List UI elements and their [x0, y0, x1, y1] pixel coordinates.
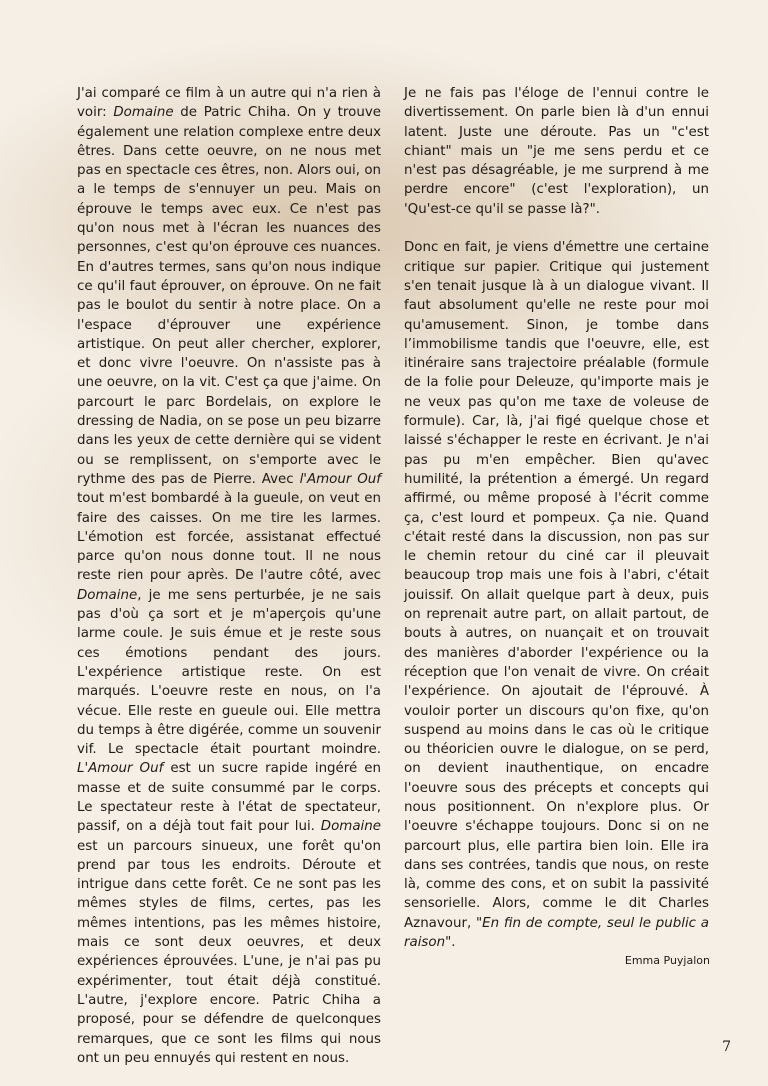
right-paragraph-2 [404, 238, 709, 952]
text-run: ". [445, 935, 456, 951]
film-title-domaine: Domaine [77, 587, 138, 603]
text-run: , je me sens perturbée, je ne sais pas d'où ça sort et je m'aperçois qu'une larme coule. Je suis émue et je reste sous ces émotions pendant des jours. L'expérience artistique reste. On est marqués. L'oeuvre reste en nous, on l'a vécue. Elle reste en gueule oui. Elle mettra du temps à être digérée, comme un souvenir vif. Le spectacle était pourtant moindre. [77, 587, 381, 758]
text-run: J'ai comparé ce film à un autre qui n'a rien à voir: [77, 86, 381, 121]
film-title-amour-ouf: l'Amour Ouf [299, 471, 381, 487]
text-run: Donc en fait, je viens d'émettre une certaine critique sur papier. Critique qui justement s'en tenait jusque là à un dialogue vivant. Il faut absolument qu'elle ne reste pour moi qu'amusement. Sinon, je tombe dans l’immobilisme tandis que l'oeuvre, elle, est itinéraire sans trajectoire préalable (formule de la folie pour Deleuze, qu'importe mais je ne veux pas qu'on me taxe de voleuse de formule). Car, là, j'ai figé quelque chose et laissé s'échapper le reste en écrivant. Je n'ai pas pu m'en empêcher. Bien qu'avec humilité, la prétention a émergé. Un regard affirmé, ou même proposé à l'écrit comme ça, c'est lourd et pompeux. Ça nie. Quand c'était resté dans la discussion, non pas sur le chemin retour du ciné car il pleuvait beaucoup trop mais une fois à l'abri, c'était jouissif. On allait quelque part à deux, puis on reprenait autre part, on allait partout, de bouts à autres, on nuançait et on trouvait des manières d'aborder l'expérience ou la réception que l'on venait de vivre. On créait l'expérience. On ajoutait de l'éprouvé. À vouloir porter un discours qu'on fixe, qu'on suspend au moins dans le cas où le critique ou théoricien ouvre le dialogue, on se perd, on devient inauthentique, on encadre l'oeuvre sous des précepts et concepts qui nous positionnent. On n'explore plus. Or l'oeuvre s'échappe toujours. Donc si on ne parcourt plus, elle partira bien loin. Elle ira dans ses contrées, tandis que nous, on reste là, comme des cons, et on subit la passivité sensorielle. Alors, comme le dit Charles Aznavour, " [404, 240, 709, 931]
page-number: 7 [722, 1039, 731, 1055]
text-run: tout m'est bombardé à la gueule, on veut en faire des caisses. On me tire les larmes. L'émotion est forcée, assistanat effectué parce qu'on nous donne tout. Il ne nous reste rien pour après. De l'autre côté, avec [77, 491, 381, 584]
film-title-domaine: Domaine [113, 105, 174, 121]
quote-aznavour: En fin de compte, seul le public a raison [404, 915, 709, 951]
text-run: est un parcours sinueux, une forêt qu'on prend par tous les endroits. Déroute et intrigue dans cette forêt. Ce ne sont pas les mêmes styles de films, certes, pas les mêmes intentions, pas les mêmes histoire, mais ce sont deux oeuvres, et deux expériences éprouvées. L'une, je n'ai pas pu expérimenter, tout était déjà constitué. L'autre, j'explore encore. Patric Chiha a proposé, pour se défendre de quelconques remarques, que ce sont les films qui nous ont un peu ennuyés qui restent en nous. [77, 838, 381, 1066]
film-title-amour-ouf: L'Amour Ouf [77, 761, 164, 777]
text-run: de Patric Chiha. On y trouve également une relation complexe entre deux êtres. Dans cette oeuvre, on ne nous met pas en spectacle ces êtres, non. Alors oui, on a le temps de s'ennuyer un peu. Mais on éprouve le temps avec eux. Ce n'est pas qu'on nous met à l'écran les nuances des personnes, c'est qu'on éprouve ces nuances. En d'autres termes, sans qu'on nous indique ce qu'il faut éprouver, on éprouve. On ne fait pas le boulot du sentir à notre place. On a l'espace d'éprouver une expérience artistique. On peut aller chercher, explorer, et donc vivre l'oeuvre. On n'assiste pas à une oeuvre, on la vit. C'est ça que j'aime. On parcourt le parc Bordelais, on explore le dressing de Nadia, on se pose un peu bizarre dans les yeux de cette dernière qui se vident ou se remplissent, on s'emporte avec le rythme des pas de Pierre. Avec [77, 105, 381, 487]
right-paragraph-1: Je ne fais pas l'éloge de l'ennui contre le divertissement. On parle bien là d'un ennui latent. Juste une déroute. Pas un "c'est chiant" mais un "je me sens perdu et ce n'est pas désagréable, je me surprend à me perdre encore" (c'est l'exploration), un 'Qu'est-ce qu'il se passe là?". [404, 86, 709, 217]
paragraph-gap [404, 219, 709, 238]
text-run: est un sucre rapide ingéré en masse et de suite consummé par le corps. Le spectateur reste à l'état de spectateur, passif, on a déjà tout fait pour lui. [77, 761, 382, 835]
left-paragraph [77, 84, 381, 1068]
author-signature: Emma Puyjalon [624, 954, 710, 967]
right-column [404, 84, 709, 952]
film-title-domaine: Domaine [320, 819, 381, 835]
left-column [77, 84, 381, 1068]
